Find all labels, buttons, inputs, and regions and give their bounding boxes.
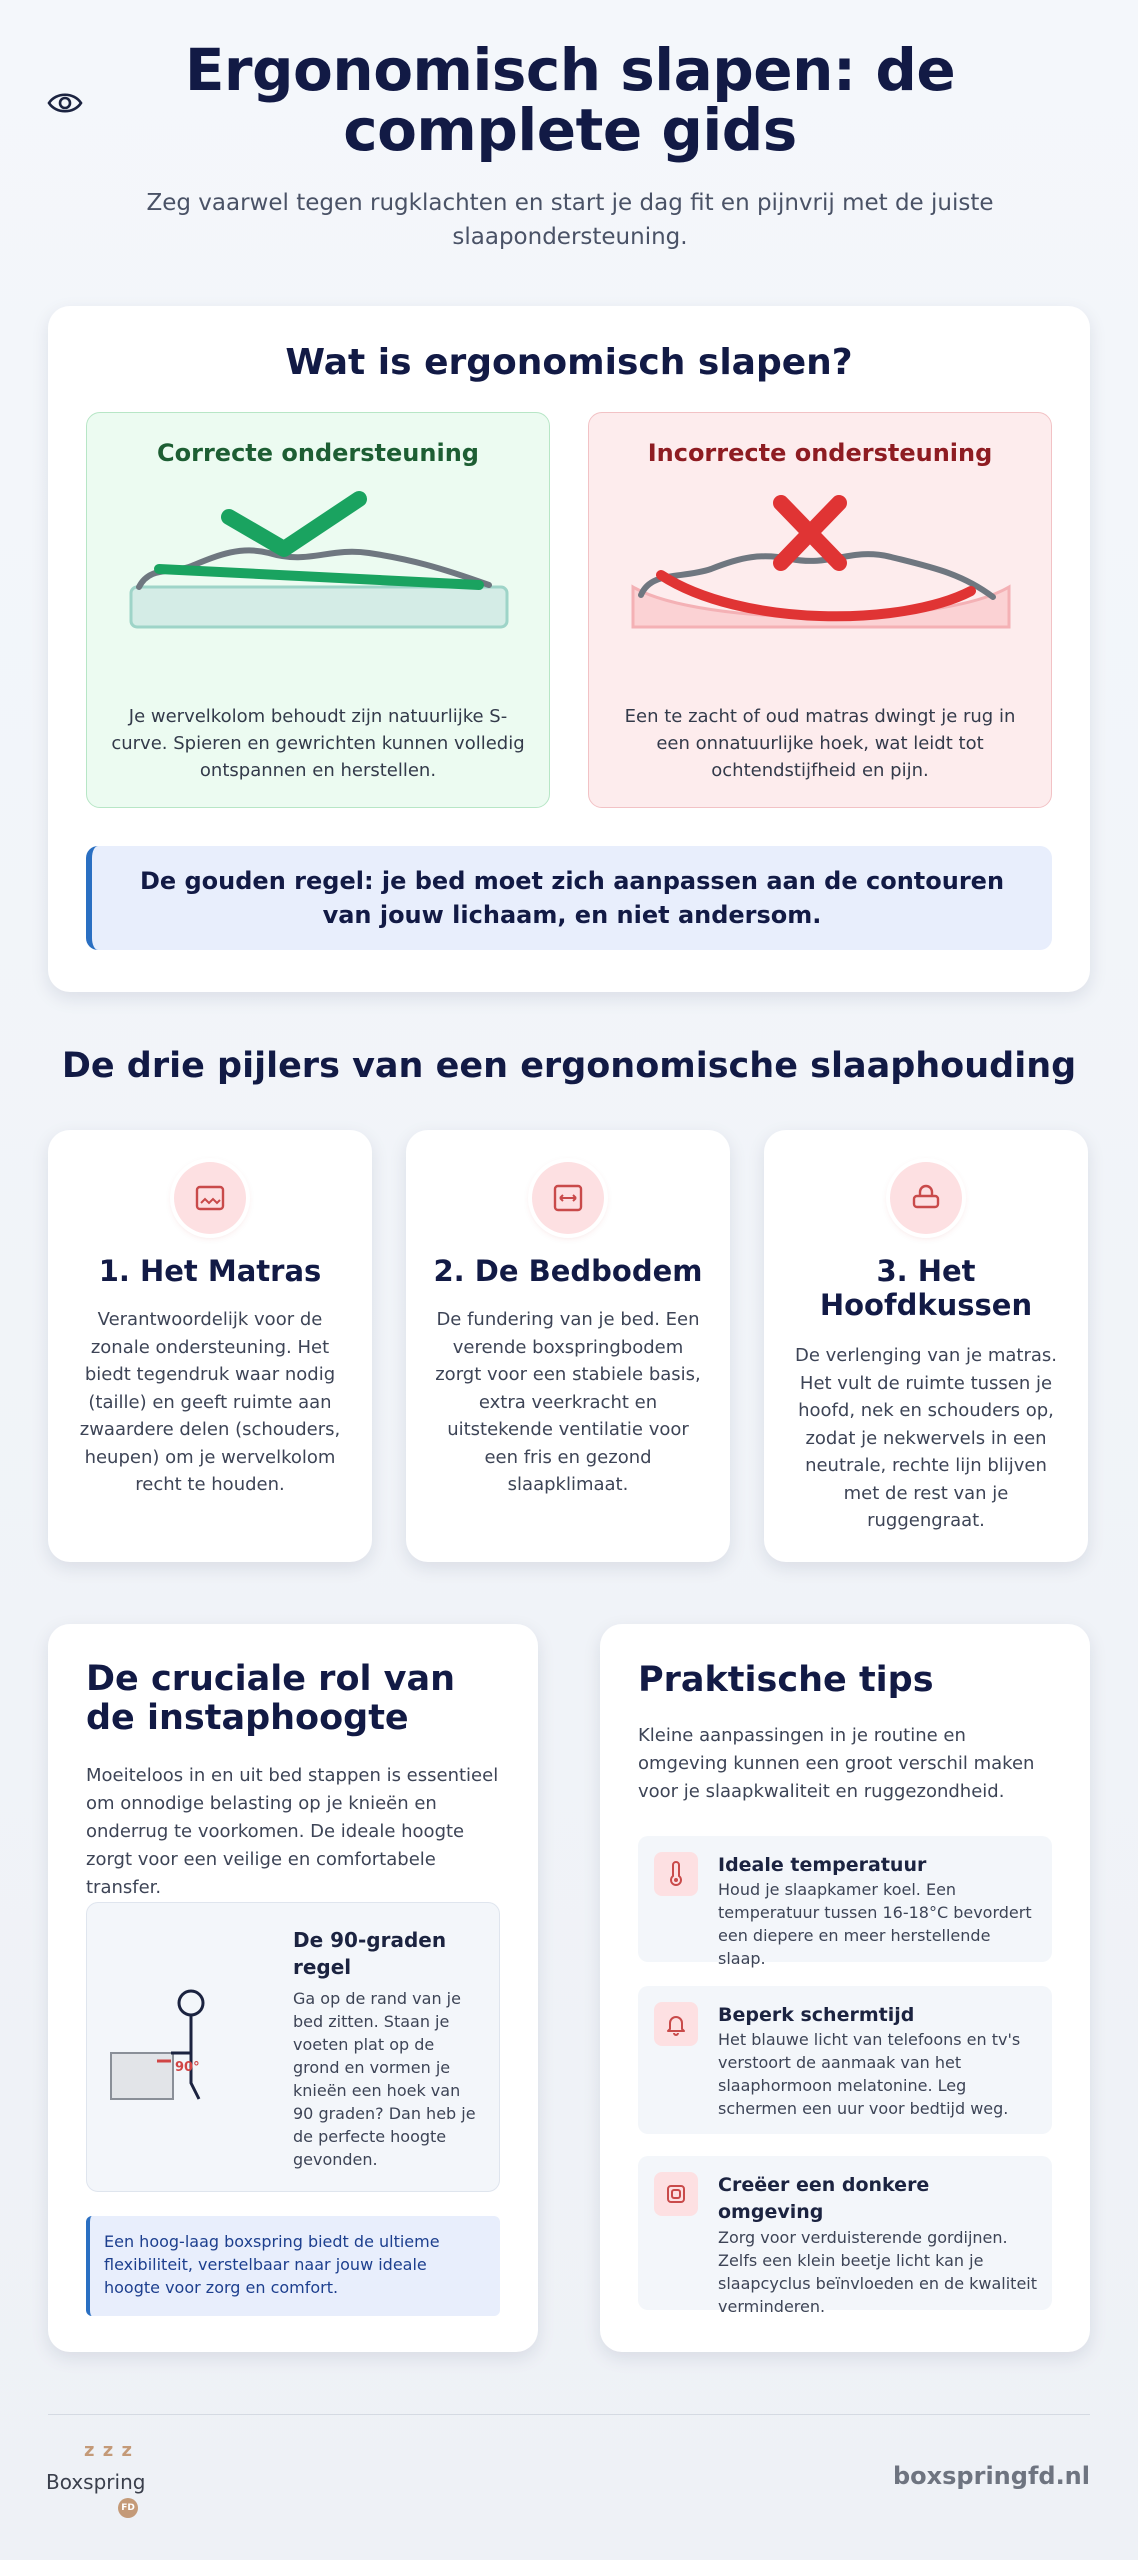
pillow-icon xyxy=(890,1162,962,1234)
pillar-card-pillow xyxy=(764,1130,1088,1562)
tip-item xyxy=(638,1836,1052,1968)
incorrect-support-text: Een te zacht of oud matras dwingt je rug in een onnatuurlijke hoek, wat leidt tot ochtendstijfheid en pijn. xyxy=(624,706,1016,781)
page-title: Ergonomisch slapen: de complete gids xyxy=(184,36,956,164)
pillar-title: 3. Het Hoofdkussen xyxy=(819,1254,1033,1322)
bed-base-icon xyxy=(532,1162,604,1234)
incorrect-support-title: Incorrecte ondersteuning xyxy=(647,439,993,467)
tip-item xyxy=(638,2156,1052,2316)
correct-support-text: Je wervelkolom behoudt zijn natuurlijke S-curve. Spieren en gewrichten kunnen volledig ontspannen en herstellen. xyxy=(111,706,525,781)
pillar-text: De fundering van je bed. Een verende boxspringbodem zorgt voor een stabiele basis, extra veerkracht en uitstekende ventilatie voor een fris en gezond slaapklimaat. xyxy=(435,1309,701,1495)
hoog-laag-note: Een hoog-laag boxspring biedt de ultieme flexibiliteit, verstelbaar naar jouw ideale hoogte voor zorg en comfort. xyxy=(86,2216,500,2316)
tip-text: Zorg voor verduisterende gordijnen. Zelfs een klein beetje licht kan je slaapcyclus beïnvloeden en de kwaliteit verminderen. xyxy=(718,2228,1038,2316)
tip-title: Ideale temperatuur xyxy=(718,1854,927,1876)
eye-icon xyxy=(46,88,84,118)
entry-height-intro: Moeiteloos in en uit bed stappen is essentieel om onnodige belasting op je knieën en onderrug te voorkomen. De ideale hoogte zorgt voor een veilige en comfortabele transfer. xyxy=(86,1765,499,1898)
what-is-card xyxy=(48,306,1090,992)
golden-rule-callout: De gouden regel: je bed moet zich aanpassen aan de contouren van jouw lichaam, en niet andersom. xyxy=(86,846,1052,950)
page-subtitle: Zeg vaarwel tegen rugklachten en start je dag fit en pijnvrij met de juiste slaapondersteuning. xyxy=(146,190,994,250)
footer-divider xyxy=(48,2414,1090,2415)
hero xyxy=(120,36,1020,254)
logo-text: Boxspring xyxy=(46,2470,146,2494)
logo-zz: z z z xyxy=(84,2440,133,2461)
incorrect-support-panel xyxy=(588,412,1052,808)
ninety-degree-rule-text: Ga op de rand van je bed zitten. Staan je voeten plat op de grond en vormen je knieën een hoek van 90 graden? Dan heb je de perfecte hoogte gevonden. xyxy=(293,1989,476,2169)
boxspring-fd-logo[interactable] xyxy=(46,2440,166,2520)
correct-support-illustration xyxy=(119,487,519,667)
pillar-text: De verlenging van je matras. Het vult de ruimte tussen je hoofd, nek en schouders op, zodat je nekwervels in een neutrale, rechte lijn blijven met de rest van je ruggengraat. xyxy=(794,1345,1057,1531)
tips-intro: Kleine aanpassingen in je routine en omgeving kunnen een groot verschil maken voor je slaapkwaliteit en ruggezondheid. xyxy=(638,1725,1035,1802)
tip-text: Het blauwe licht van telefoons en tv's verstoort de aanmaak van het slaaphormoon melatonine. Leg schermen een uur voor bedtijd weg. xyxy=(718,2030,1021,2118)
correct-support-title: Correcte ondersteuning xyxy=(157,439,479,467)
ninety-degree-rule-box xyxy=(86,1902,500,2192)
pillar-card-bed-base xyxy=(406,1130,730,1562)
pillar-title: 2. De Bedbodem xyxy=(433,1254,703,1288)
ninety-degree-rule-title: De 90-graden regel xyxy=(293,1928,447,1979)
tip-title: Beperk schermtijd xyxy=(718,2004,915,2026)
pillar-text: Verantwoordelijk voor de zonale ondersteuning. Het biedt tegendruk waar nodig (taille) en geeft ruimte aan zwaardere delen (schouders, heupen) om je wervelkolom recht te houden. xyxy=(79,1309,341,1495)
tips-title: Praktische tips xyxy=(638,1660,934,1700)
pillar-card-mattress xyxy=(48,1130,372,1562)
bell-icon xyxy=(654,2002,698,2046)
entry-height-title: De cruciale rol van de instaphoogte xyxy=(86,1659,456,1738)
pillar-title: 1. Het Matras xyxy=(98,1254,322,1288)
pillars-title: De drie pijlers van een ergonomische slaaphouding xyxy=(61,1046,1077,1086)
practical-tips-card xyxy=(600,1624,1090,2352)
incorrect-support-illustration xyxy=(621,487,1021,667)
tip-item xyxy=(638,1986,1052,2134)
mattress-icon xyxy=(174,1162,246,1234)
what-is-title: Wat is ergonomisch slapen? xyxy=(285,342,853,383)
correct-support-panel xyxy=(86,412,550,808)
tip-title: Creëer een donkere omgeving xyxy=(718,2174,930,2223)
logo-badge: FD xyxy=(118,2498,138,2518)
entry-height-card xyxy=(48,1624,538,2352)
sitting-figure-illustration xyxy=(107,1983,227,2113)
angle-label: 90° xyxy=(175,2060,200,2075)
site-url-link[interactable]: boxspringfd.nl xyxy=(893,2462,1090,2490)
thermometer-icon xyxy=(654,1852,698,1896)
tip-text: Houd je slaapkamer koel. Een temperatuur tussen 16-18°C bevordert een diepere en meer herstellende slaap. xyxy=(718,1880,1032,1968)
dark-room-icon xyxy=(654,2172,698,2216)
